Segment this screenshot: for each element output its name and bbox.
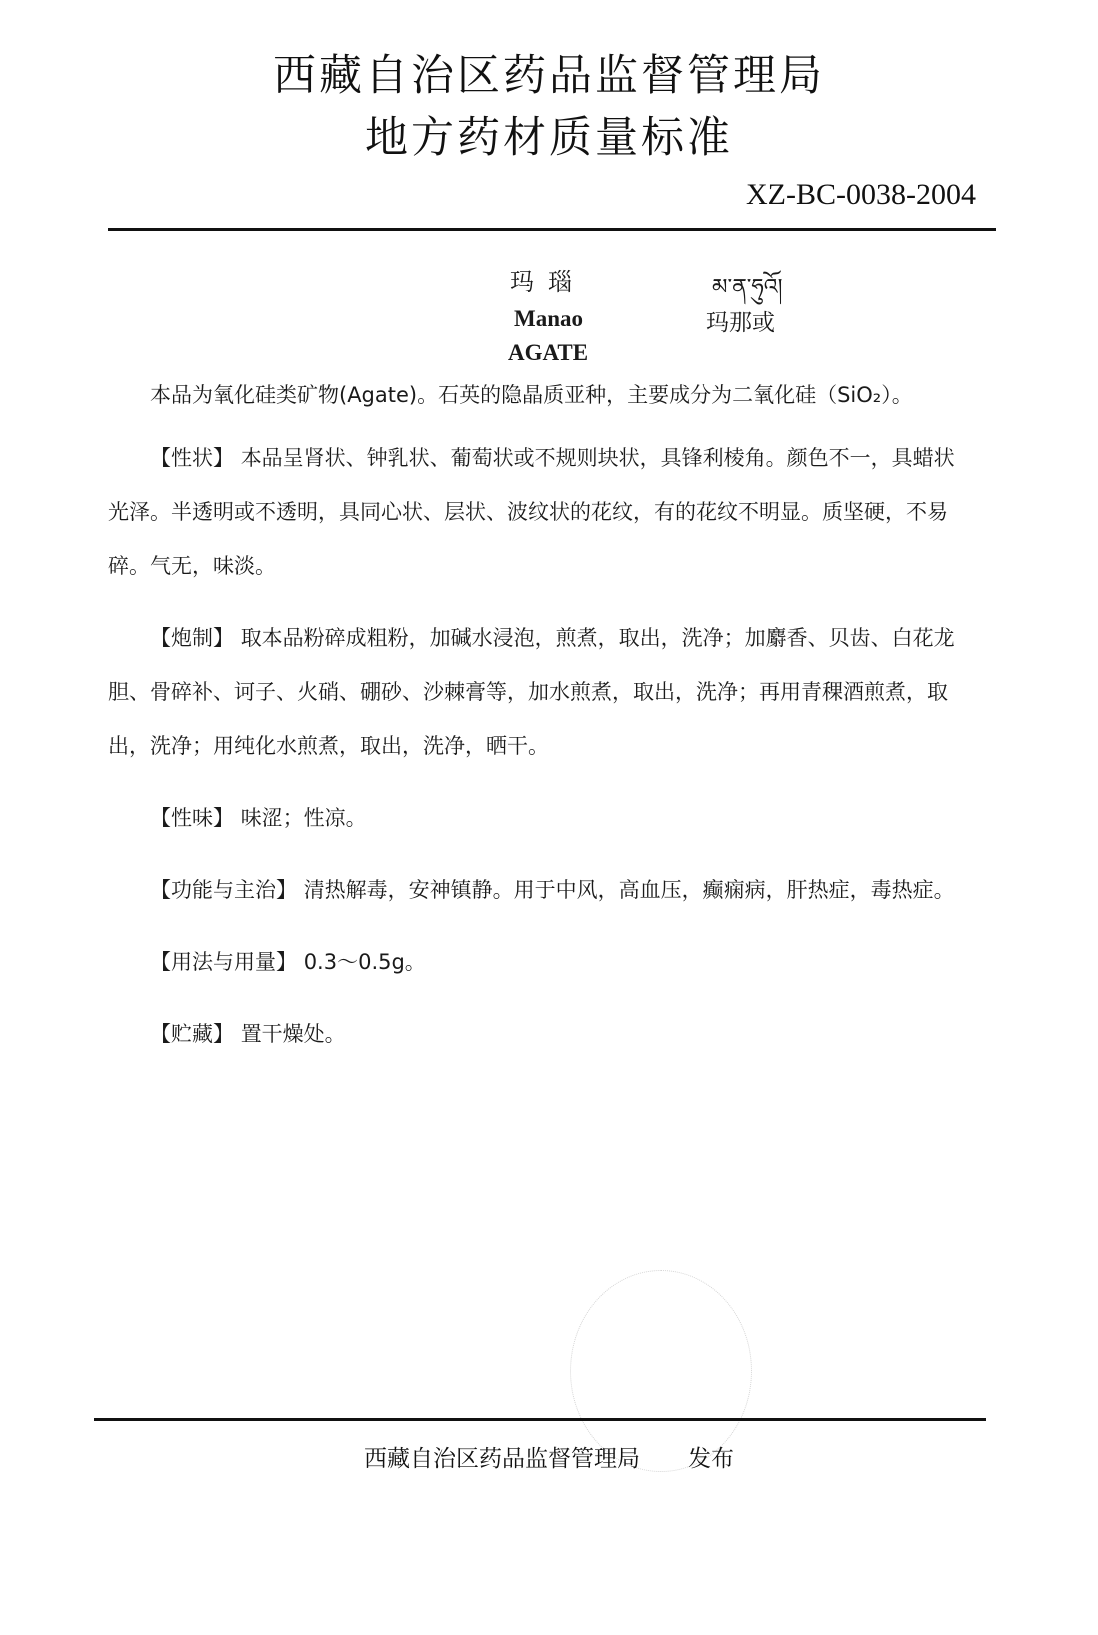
section-label: 【性状】 [150, 446, 234, 470]
document-body [108, 378, 956, 1079]
section-text: 清热解毒，安神镇静。用于中风，高血压，癫痫病，肝热症，毒热症。 [303, 878, 955, 902]
header-rule [108, 228, 996, 231]
section-label: 【性味】 [150, 806, 234, 830]
section-label: 【炮制】 [150, 626, 234, 650]
section-function [108, 863, 956, 917]
drug-name-pinyin: Manao [514, 306, 583, 331]
drug-name-english: AGATE [508, 340, 589, 365]
section-dosage [108, 935, 956, 989]
issuer-heading: 西藏自治区药品监督管理局 [273, 51, 825, 101]
section-label: 【功能与主治】 [150, 878, 297, 902]
section-text: 置干燥处。 [240, 1022, 346, 1046]
standard-heading: 地方药材质量标准 [365, 113, 733, 163]
section-text: 0.3～0.5g。 [303, 950, 426, 974]
section-processing [108, 611, 956, 773]
section-description [108, 431, 956, 593]
footer-issuer: 西藏自治区药品监督管理局 [364, 1446, 640, 1472]
drug-name-tibetan: མ་ན་ཧུའོ། [712, 275, 783, 300]
footer-rule [94, 1418, 986, 1421]
section-label: 【贮藏】 [150, 1022, 234, 1046]
intro-paragraph: 本品为氧化硅类矿物(Agate)。石英的隐晶质亚种，主要成分为二氧化硅（SiO₂）。 [150, 383, 913, 407]
section-storage [108, 1007, 956, 1061]
section-text: 本品呈肾状、钟乳状、葡萄状或不规则块状，具锋利棱角。颜色不一，具蜡状光泽。半透明或不透明，具同心状、层状、波纹状的花纹，有的花纹不明显。质坚硬，不易碎。气无，味淡。 [108, 446, 955, 578]
standard-code: XZ-BC-0038-2004 [746, 178, 976, 211]
section-taste [108, 791, 956, 845]
section-text: 取本品粉碎成粗粉，加碱水浸泡，煎煮，取出，洗净；加麝香、贝齿、白花龙胆、骨碎补、诃子、火硝、硼砂、沙棘膏等，加水煎煮，取出，洗净；再用青稞酒煎煮，取出，洗净；用纯化水煎煮，取出，洗净，晒干。 [108, 626, 955, 758]
section-label: 【用法与用量】 [150, 950, 297, 974]
footer [0, 1440, 1098, 1473]
footer-action: 发布 [688, 1446, 734, 1472]
section-text: 味涩；性凉。 [240, 806, 367, 830]
drug-name-chinese: 玛瑙 [510, 268, 586, 296]
drug-name-tibetan-transliteration: 玛那或 [706, 310, 775, 336]
